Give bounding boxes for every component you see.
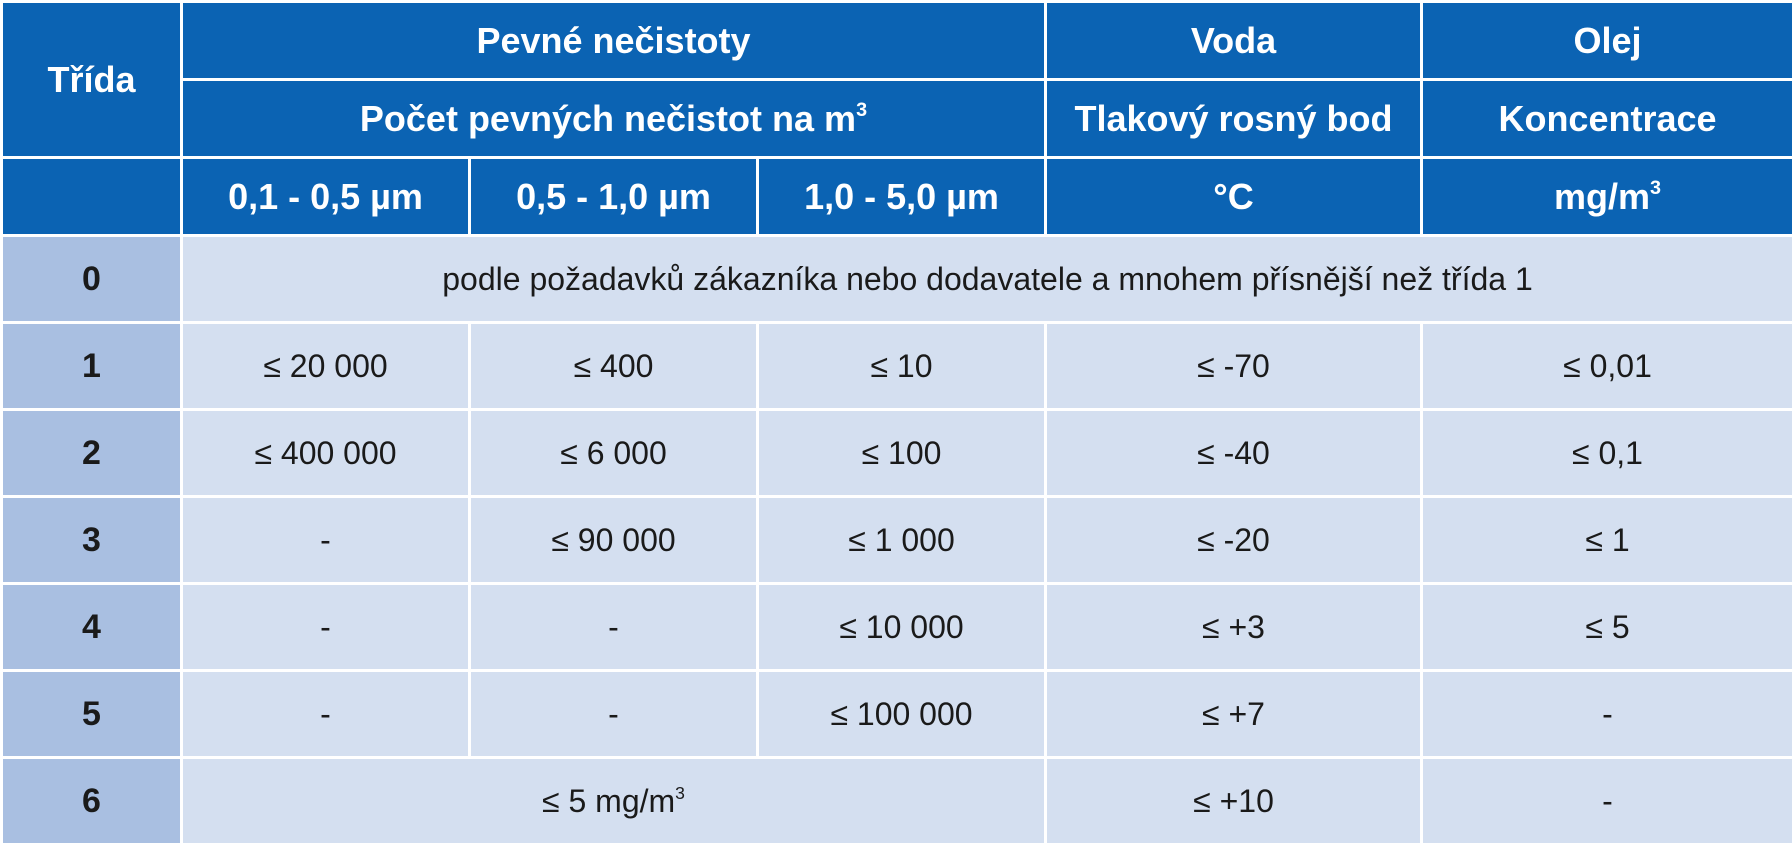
pressure-dew-point-header: Tlakový rosný bod (1046, 80, 1422, 158)
class-cell: 0 (2, 236, 182, 323)
particle-count-unit-exponent: 3 (856, 99, 867, 121)
particles-0-5-1-0-cell: ≤ 90 000 (470, 497, 758, 584)
solid-contaminants-header: Pevné nečistoty (182, 2, 1046, 80)
oil-unit-header (1422, 158, 1792, 236)
class-cell: 2 (2, 410, 182, 497)
oil-concentration-cell: ≤ 0,01 (1422, 323, 1792, 410)
class-0-note: podle požadavků zákazníka nebo dodavatele a mnohem přísnější než třída 1 (182, 236, 1792, 323)
dew-point-cell: ≤ +7 (1046, 671, 1422, 758)
table-row-class-5 (2, 671, 1792, 758)
table-row-class-2 (2, 410, 1792, 497)
particles-1-0-5-0-cell: ≤ 100 (758, 410, 1046, 497)
particles-0-1-0-5-cell: - (182, 671, 470, 758)
solid-concentration-merged-cell (182, 758, 1046, 845)
particles-0-5-1-0-cell: - (470, 671, 758, 758)
dew-point-cell: ≤ -20 (1046, 497, 1422, 584)
particles-1-0-5-0-cell: ≤ 10 000 (758, 584, 1046, 671)
header-row-units (2, 158, 1792, 236)
particles-0-1-0-5-cell: - (182, 584, 470, 671)
oil-concentration-cell: ≤ 0,1 (1422, 410, 1792, 497)
oil-header: Olej (1422, 2, 1792, 80)
dew-point-cell: ≤ +10 (1046, 758, 1422, 845)
table-header (2, 2, 1792, 236)
size-range-2-header: 0,5 - 1,0 µm (470, 158, 758, 236)
water-unit-header: °C (1046, 158, 1422, 236)
concentration-header: Koncentrace (1422, 80, 1792, 158)
particles-0-5-1-0-cell: - (470, 584, 758, 671)
oil-concentration-cell: - (1422, 671, 1792, 758)
class-cell: 4 (2, 584, 182, 671)
class-header-spacer (2, 158, 182, 236)
table-row-class-3 (2, 497, 1792, 584)
header-row-groups (2, 2, 1792, 80)
oil-unit-label: mg/m (1554, 176, 1650, 217)
size-range-3-header: 1,0 - 5,0 µm (758, 158, 1046, 236)
particles-0-1-0-5-cell: ≤ 400 000 (182, 410, 470, 497)
dew-point-cell: ≤ -40 (1046, 410, 1422, 497)
dew-point-cell: ≤ -70 (1046, 323, 1422, 410)
class-column-header: Třída (2, 2, 182, 158)
particle-count-header (182, 80, 1046, 158)
table-row-class-4 (2, 584, 1792, 671)
header-row-measures (2, 80, 1792, 158)
oil-concentration-cell: ≤ 5 (1422, 584, 1792, 671)
particles-0-1-0-5-cell: - (182, 497, 470, 584)
class-cell: 6 (2, 758, 182, 845)
particles-1-0-5-0-cell: ≤ 1 000 (758, 497, 1046, 584)
table-row-class-1 (2, 323, 1792, 410)
oil-concentration-cell: ≤ 1 (1422, 497, 1792, 584)
class-cell: 3 (2, 497, 182, 584)
dew-point-cell: ≤ +3 (1046, 584, 1422, 671)
solid-concentration-exponent: 3 (675, 782, 685, 802)
particles-1-0-5-0-cell: ≤ 100 000 (758, 671, 1046, 758)
class-cell: 1 (2, 323, 182, 410)
particle-count-label: Počet pevných nečistot na m (360, 98, 856, 139)
oil-unit-exponent: 3 (1650, 177, 1661, 199)
table-row-class-6 (2, 758, 1792, 845)
particles-0-5-1-0-cell: ≤ 6 000 (470, 410, 758, 497)
size-range-1-header: 0,1 - 0,5 µm (182, 158, 470, 236)
oil-concentration-cell: - (1422, 758, 1792, 845)
particles-0-5-1-0-cell: ≤ 400 (470, 323, 758, 410)
water-header: Voda (1046, 2, 1422, 80)
class-cell: 5 (2, 671, 182, 758)
particles-0-1-0-5-cell: ≤ 20 000 (182, 323, 470, 410)
table-row-class-0 (2, 236, 1792, 323)
table-body (2, 236, 1792, 845)
particles-1-0-5-0-cell: ≤ 10 (758, 323, 1046, 410)
solid-concentration-value: ≤ 5 mg/m (542, 783, 675, 819)
